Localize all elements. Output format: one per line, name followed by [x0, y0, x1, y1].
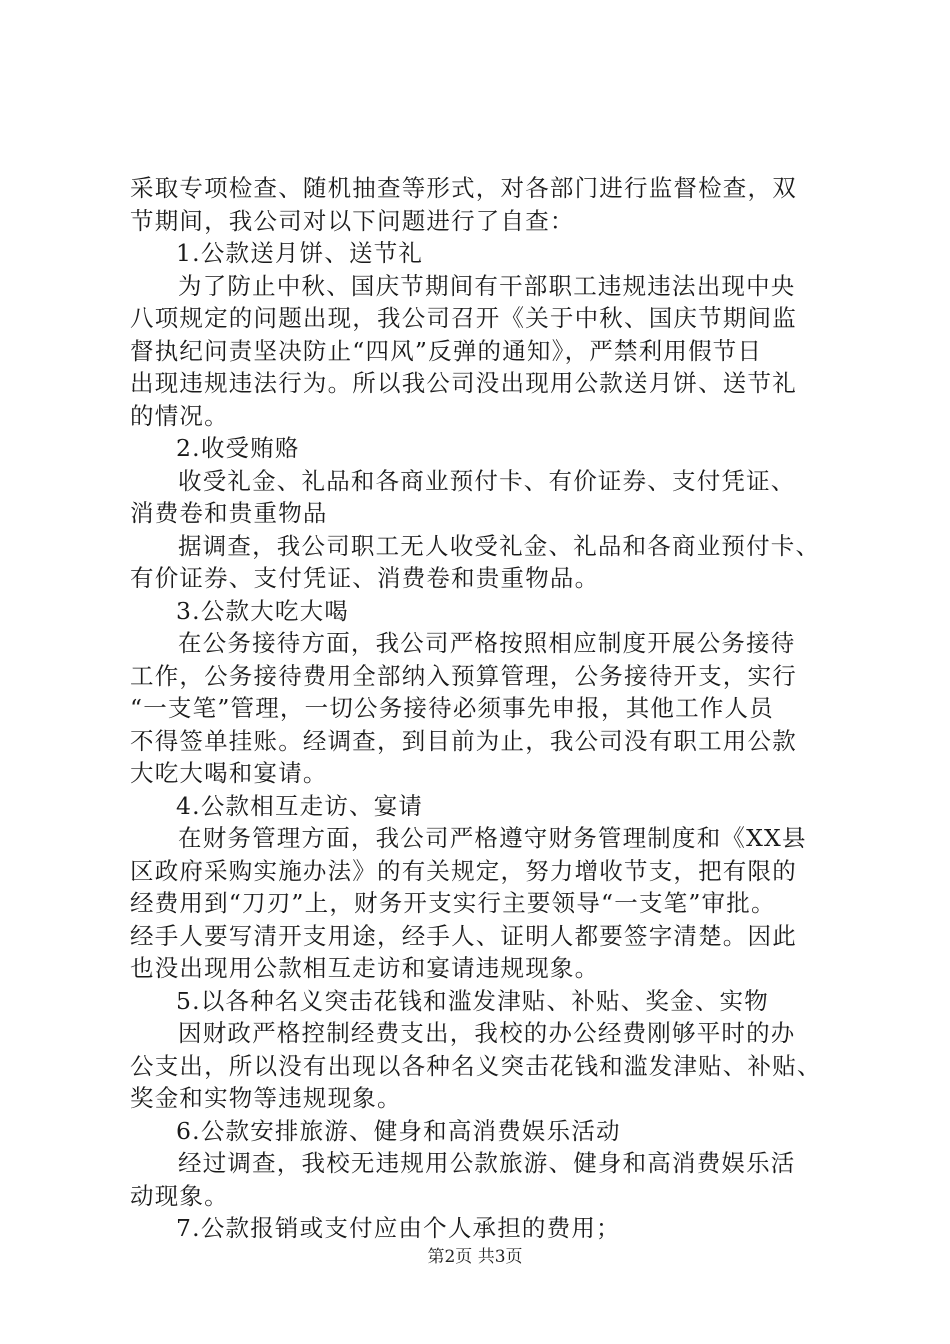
text-line: 因财政严格控制经费支出，我校的办公经费刚够平时的办	[178, 1019, 796, 1047]
page-number-label: 第2页 共3页	[427, 1247, 523, 1267]
text-line: 节期间，我公司对以下问题进行了自查：	[130, 206, 575, 235]
text-line: 动现象。	[130, 1181, 229, 1210]
document-body	[130, 172, 830, 1245]
section-heading: 5.以各种名义突击花钱和滥发津贴、补贴、奖金、实物	[176, 986, 769, 1015]
text-line: 督执纪问责坚决防止“四风”反弹的通知》，严禁利用假节日	[130, 336, 763, 365]
text-line: 收受礼金、礼品和各商业预付卡、有价证券、支付凭证、	[178, 466, 796, 495]
text-line: 据调查，我公司职工无人收受礼金、礼品和各商业预付卡、	[178, 531, 821, 560]
text-line: 为了防止中秋、国庆节期间有干部职工违规违法出现中央	[178, 271, 796, 300]
page-footer	[0, 1246, 950, 1268]
section-heading: 1.公款送月饼、送节礼	[176, 239, 424, 267]
text-line: 经过调查，我校无违规用公款旅游、健身和高消费娱乐活	[178, 1149, 796, 1177]
text-line: 经费用到“刀刃”上，财务开支实行主要领导“一支笔”审批。	[130, 889, 776, 917]
text-line: 经手人要写清开支用途，经手人、证明人都要签字清楚。因此	[130, 921, 797, 950]
text-line: 公支出，所以没有出现以各种名义突击花钱和滥发津贴、补贴、	[130, 1051, 822, 1080]
section-heading: 2.收受贿赂	[176, 434, 300, 462]
text-line: 区政府采购实施办法》的有关规定，努力增收节支，把有限的	[130, 856, 797, 885]
section-heading: 6.公款安排旅游、健身和高消费娱乐活动	[176, 1116, 621, 1145]
section-heading: 7.公款报销或支付应由个人承担的费用；	[176, 1214, 621, 1242]
text-line: 不得签单挂账。经调查，到目前为止，我公司没有职工用公款	[130, 726, 797, 755]
section-heading: 3.公款大吃大喝	[176, 596, 350, 625]
text-line: 大吃大喝和宴请。	[130, 759, 328, 787]
text-line: 工作，公务接待费用全部纳入预算管理，公务接待开支，实行	[130, 661, 797, 690]
section-heading: 4.公款相互走访、宴请	[176, 791, 424, 820]
text-line: “一支笔”管理，一切公务接待必须事先申报，其他工作人员	[130, 694, 774, 722]
text-line: 有价证券、支付凭证、消费卷和贵重物品。	[130, 564, 600, 592]
text-line: 消费卷和贵重物品	[130, 499, 328, 527]
text-line: 在公务接待方面，我公司严格按照相应制度开展公务接待	[178, 629, 796, 657]
text-line: 也没出现用公款相互走访和宴请违规现象。	[130, 954, 600, 982]
text-line: 奖金和实物等违规现象。	[130, 1084, 402, 1112]
text-line: 出现违规违法行为。所以我公司没出现用公款送月饼、送节礼	[130, 369, 797, 397]
text-line: 八项规定的问题出现，我公司召开《关于中秋、国庆节期间监	[130, 304, 797, 332]
text-line: 的情况。	[130, 401, 229, 430]
text-line: 采取专项检查、随机抽查等形式，对各部门进行监督检查，双	[130, 174, 797, 202]
text-line: 在财务管理方面，我公司严格遵守财务管理制度和《XX县	[178, 824, 807, 852]
